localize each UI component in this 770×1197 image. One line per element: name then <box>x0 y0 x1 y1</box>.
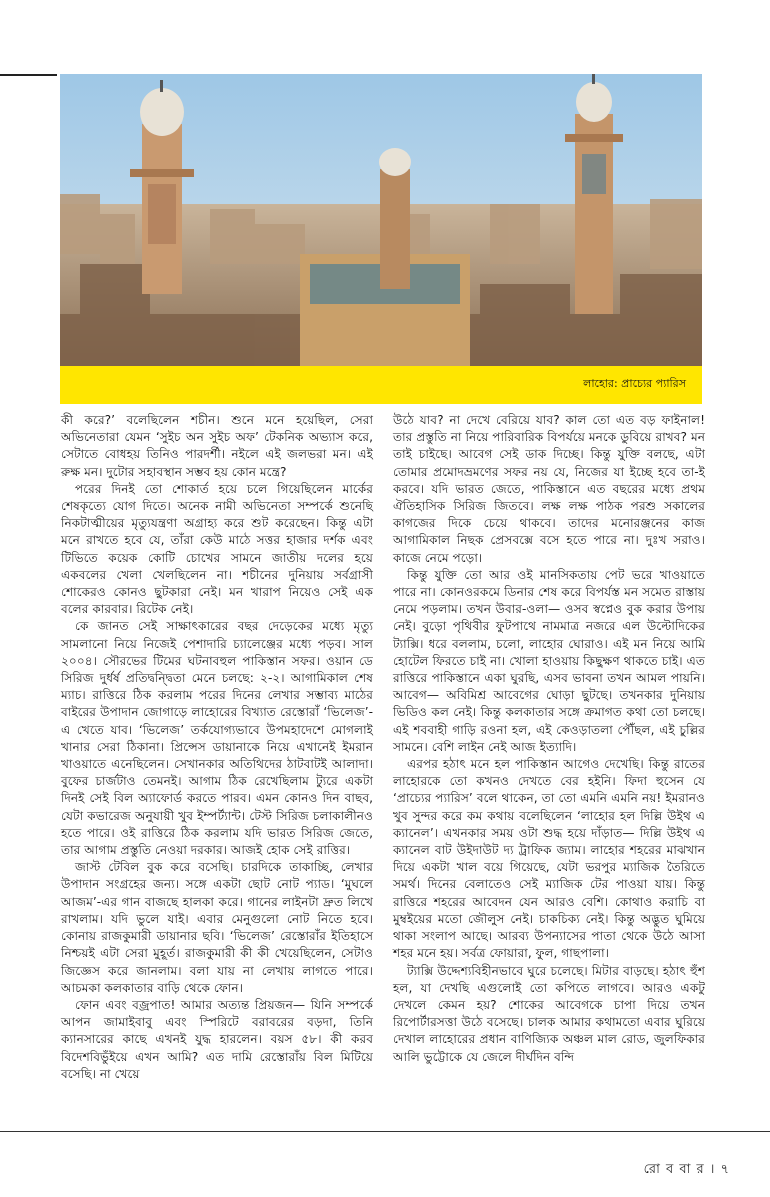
paragraph: কে জানত সেই সাক্ষাৎকারের বছর দেড়েকের মধ্যে মৃত্যু সামলানো নিয়ে নিজেই পেশাদারি চ্যালেঞ্জের মধ্যে পড়ব। সাল ২০০৪। সৌরভের টিমের ঘটনাবহুল পাকিস্তান সফর। ওয়ান ডে সিরিজ দুর্ধর্ষ প্রতিদ্বন্দ্বিতা মেনে চলছে: ২-২। আগামিকাল শেষ ম্যাচ। রাত্তিরে ঠিক করলাম পরের দিনের লেখার সম্ভাব্য মাঠের বাইরের উপাদান জোগাড়ে লাহোরের বিখ্যাত রেস্তোরাঁ ‘ভিলেজ’-এ খেতে যাব। ‘ভিলেজ’ তর্কযোগ্যভাবে উপমহাদেশে মোগলাই খানার সেরা ঠিকানা। প্রিন্সেস ডায়ানাকে নিয়ে এখানেই ইমরান খাওয়াতে এনেছিলেন। সেখানকার অতিথিদের ঠাটবাটই আলাদা। বুফের চার্জটাও তেমনই। আগাম ঠিক রেখেছিলাম ট্যুরে একটা দিনই সেই বিল অ্যাফোর্ড করতে পারব। এমন কোনও দিন বাছব, যেটা কভারেজ অনুযায়ী খুব ইম্পর্ট্যান্ট। টেস্ট সিরিজ চলাকালীনও হতে পারে। ওই রাত্তিরে ঠিক করলাম যদি ভারত সিরিজ জেতে, তার আগাম প্রস্তুতি নেওয়া দরকার। আজই হোক সেই রাত্তির। <box>61 619 373 858</box>
lahore-photo <box>60 74 702 366</box>
paragraph: পরের দিনই তো শোকার্ত হয়ে চলে গিয়েছিলেন মার্কের শেষকৃত্যে যোগ দিতে। অনেক নামী অভিনেতা সম্পর্কে শুনেছি নিকটাত্মীয়ের মৃত্যুযন্ত্রণা অগ্রাহ্য করে শুট করেছেন। কিন্তু এটা মনে রাখতে হবে যে, তাঁরা কেউ মাঠে সত্তর হাজার দর্শক এবং টিভিতে কয়েক কোটি চোখের সামনে জাতীয় দলের হয়ে একবলের খেলা খেলছিলেন না। শচীনের দুনিয়ায় সর্বগ্রাসী শোকেরও কোনও ছুটকারা নেই। মন খারাপ নিয়েও সেই এক বলের কারবার। রিটেক নেই। <box>61 481 373 617</box>
paragraph: জাস্ট টেবিল বুক করে বসেছি। চারদিকে তাকাচ্ছি, লেখার উপাদান সংগ্রহের জন্য। সঙ্গে একটা ছোট নোট প্যাড। ‘মুঘলে আজম’-এর গান বাজছে হালকা করে। গানের লাইনটা দ্রুত লিখে রাখলাম। যদি ভুলে যাই। এবার মেনুগুলো নোট নিতে হবে। কোনায় রাজকুমারী ডায়ানার ছবি। ‘ভিলেজ’ রেস্তোরাঁর ইতিহাসে নিশ্চয়ই এটা সেরা মুহূর্ত। রাজকুমারী কী কী খেয়েছিলেন, সেটাও জিজ্ঞেস করে জানলাম। বলা যায় না লেখায় লাগতে পারে। আচমকা কলকাতার বাড়ি থেকে ফোন। <box>61 860 373 995</box>
paragraph: এরপর হঠাৎ মনে হল পাকিস্তান আগেও দেখেছি। কিন্তু রাতের লাহোরকে তো কখনও দেখতে বের হইনি। ফিদা হুসেন যে ‘প্রাচ্যের প্যারিস’ বলে থাকেন, তা তো এমনি এমনি নয়! ইমরানও খুব সুন্দর করে কম কথায় বলেছিলেন ‘লাহোর হল দিল্লি উইথ এ ক্যানেল’। এখনকার সময় ওটা শুদ্ধ হয়ে দাঁড়াত— দিল্লি উইথ এ ক্যানেল বাট উইদাউট দ্য ট্রাফিক জ্যাম। লাহোর শহরের মাঝখান দিয়ে একটা খাল বয়ে গিয়েছে, যেটা ভরপুর ম্যাজিক তৈরিতে সমর্থ। দিনের বেলাতেও সেই ম্যাজিক টের পাওয়া যায়। কিন্তু রাত্তিরে শহরের আবেদন যেন আরও বেশি। কোথাও করাচি বা মুম্বইয়ের মতো জৌলুস নেই। চাকচিক্য নেই। কিন্তু অদ্ভুত ঘুমিয়ে থাকা সংলাপ আছে। আরব্য উপন্যাসের পাতা থেকে উঠে আসা শহর মনে হয়। সর্বত্র ফোয়ারা, ফুল, গাছপালা। <box>393 757 705 961</box>
article-column-left <box>61 412 373 1083</box>
top-rule <box>0 74 57 76</box>
paragraph: কী করে?’ বলেছিলেন শচীন। শুনে মনে হয়েছিল, সেরা অভিনেতারা যেমন ‘সুইচ অন সুইচ অফ’ টেকনিক অভ্যাস করে, সেটাতে বোধহয় তিনিও পারদর্শী। নইলে এই জলভরা মন। এই রুক্ষ মন। দুটোর সহাবস্থান সম্ভব হয় কোন মন্ত্রে? <box>61 413 373 479</box>
paragraph: ফোন এবং বজ্রপাত! আমার অত্যন্ত প্রিয়জন— যিনি সম্পর্কে আপন জামাইবাবু এবং স্পিরিটে বরাবরের বড়দা, তিনি ক্যানসারের কাছে এখনই যুদ্ধ হারলেন। বয়স ৫৮। কী করব বিদেশবিভুঁইয়ে এখন আমি? এত দামি রেস্তোরাঁয় বিল মিটিয়ে বসেছি। না খেয়ে <box>61 997 373 1081</box>
photo-caption-bar <box>60 366 702 404</box>
paragraph: কিন্তু যুক্তি তো আর ওই মানসিকতায় পেট ভরে খাওয়াতে পারে না। কোনওরকমে ডিনার শেষ করে বিপর্যস্ত মন সমেত রাস্তায় নেমে পড়লাম। তখন উবার-ওলা— ওসব স্বপ্নেও বুক করার উপায় নেই। বুড়ো পৃথিবীর ফুটপাথে নামমাত্র নজরে এল উল্টোদিকের ট্যাক্সি। ধরে বললাম, চলো, লাহোর ঘোরাও। এই মন নিয়ে আমি হোটেল ফিরতে চাই না। খোলা হাওয়ায় কিছুক্ষণ থাকতে চাই। এত রাত্তিরে পাকিস্তানে একা ঘুরছি, এসব ভাবনা তখন আমল পায়নি। আবেগ— অবিমিশ্র আবেগের ঘোড়া ছুটছে। তখনকার দুনিয়ায় ভিডিও কল নেই। কিন্তু কলকাতার সঙ্গে ক্রমাগত কথা তো চলছে। এই শববাহী গাড়ি রওনা হল, এই কেওড়াতলা পৌঁছল, এই চুল্লির সামনে। বেশি লাইন নেই আজ ইত্যাদি। <box>393 567 706 754</box>
paragraph: ট্যাক্সি উদ্দেশ্যবিহীনভাবে ঘুরে চলেছে। মিটার বাড়ছে। হঠাৎ হুঁশ হল, যা দেখছি এগুলোই তো কপিতে লাগবে। আরও একটু দেখলে কেমন হয়? শোকের আবেগকে চাপা দিয়ে তখন রিপোর্টারসত্তা উঠে বসেছে। চালক আমার কথামতো এবার ঘুরিয়ে দেখাল লাহোরের প্রধান বাণিজ্যিক অঞ্চল মাল রোড, জুলফিকার আলি ভুট্টোকে যে জেলে দীর্ঘদিন বন্দি <box>393 963 705 1064</box>
paragraph: উঠে যাব? না দেখে বেরিয়ে যাব? কাল তো এত বড় ফাইনাল! তার প্রস্তুতি না নিয়ে পারিবারিক বিপর্যয়ে মনকে ডুবিয়ে রাখব? মন তাই চাইছে। আবেগ সেই ডাক দিচ্ছে। কিন্তু যুক্তি বলছে, এটা তোমার প্রমোদভ্রমণের সফর নয় যে, নিজের যা ইচ্ছে হবে তা-ই করবে। যদি ভারত জেতে, পাকিস্তানে এত বছরের মধ্যে প্রথম ঐতিহাসিক সিরিজ জিতবে। লক্ষ লক্ষ পাঠক পরশু সকালের কাগজের দিকে চেয়ে থাকবে। তাদের মনোরঞ্জনের কাজ আগামিকাল নিছক প্রেসবক্সে বসে হতে পারে না। দুঃখ সরাও। কাজে নেমে পড়ো। <box>393 413 705 565</box>
page-footer: রো ব বা র । ৭ <box>643 1162 730 1177</box>
footer-rule <box>0 1131 770 1132</box>
article-column-right <box>393 412 705 1066</box>
photo-caption: লাহোর: প্রাচ্যের প্যারিস <box>583 377 686 390</box>
